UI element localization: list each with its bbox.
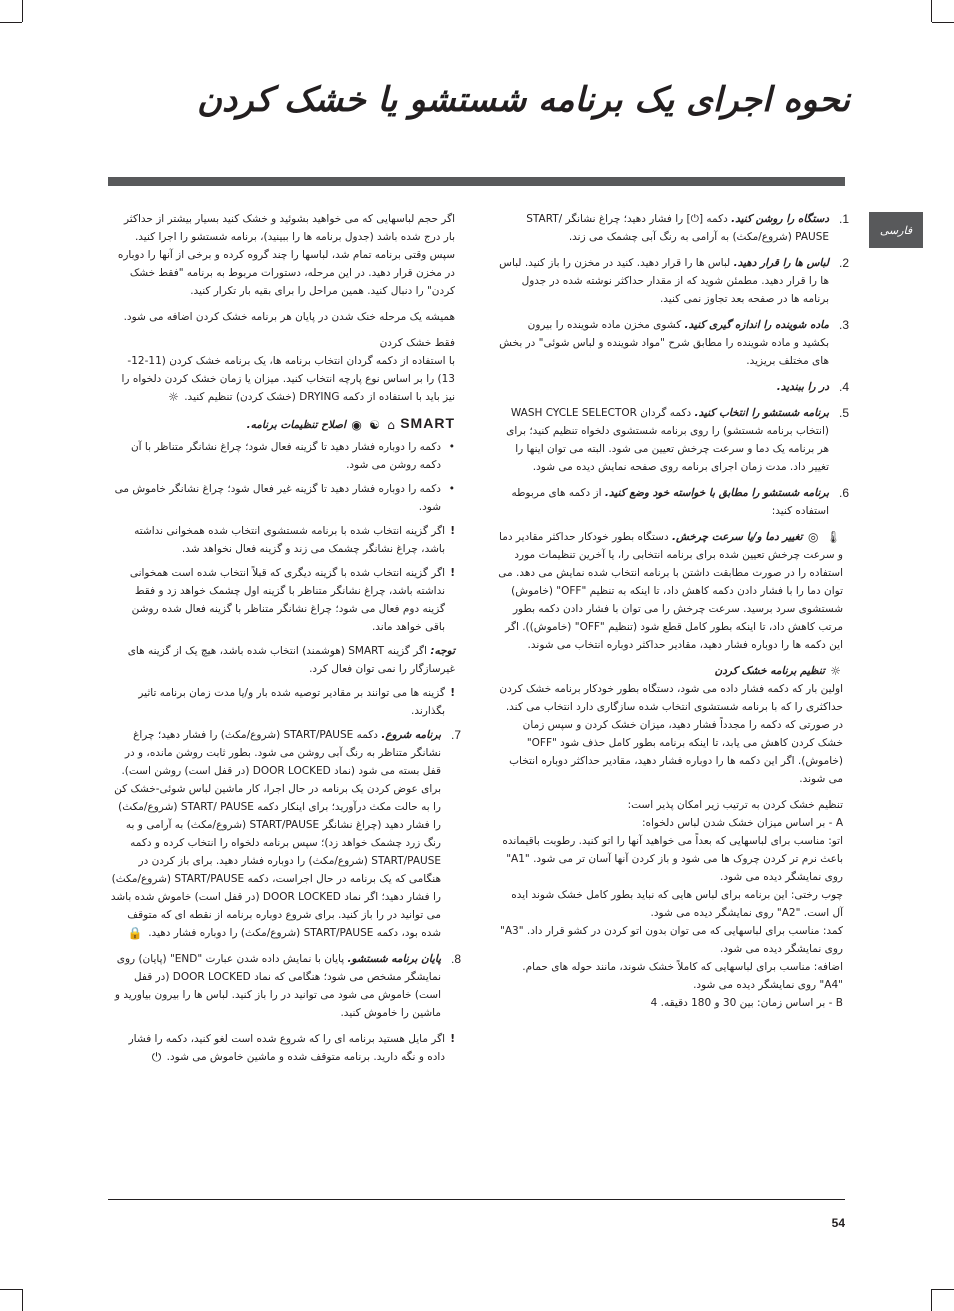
step-3 bbox=[498, 316, 849, 370]
note-text: اگر گزینه SMART (هوشمند) انتخاب شده باشد، هیچ یک از گزینه های غیرسازگار را نمی توان فعال کرد. bbox=[127, 645, 455, 675]
right-column bbox=[498, 210, 849, 1012]
option-iron: اتو: مناسب برای لباسهایی که بعداً می خواهید آنها را اتو کنید. رطوبت باقیمانده باعث نرم تر کردن چروک ها می شود و باز کردن آنها آسان تر می شود. "A1" روی نمایشگر دیده می شود. bbox=[502, 835, 843, 883]
warning-note: ! اگر گزینه انتخاب شده با گزینه دیگری که قبلاً انتخاب شده است همخوانی نداشته باشد، چراغ نشانگر متناظر با گزینه اول چشمک خواهد زد و فقط گزینه دوم فعال می شود؛ چراغ نشانگر متناظر با گزینه فعال شده روشن باقی خواهد ماند. bbox=[110, 564, 455, 636]
step-lead: برنامه شستشو را انتخاب کنید. bbox=[694, 407, 829, 419]
page-number: 54 bbox=[831, 1216, 845, 1230]
warning-note: ! اگر گزینه انتخاب شده با برنامه شستشوی انتخاب شده همخوانی نداشته باشد، چراغ نشانگر چشمک می زند و گزینه فعال نخواهد شد. bbox=[110, 522, 455, 558]
step-lead: در را ببندید. bbox=[776, 381, 829, 393]
crop-mark bbox=[0, 1289, 22, 1290]
option-cupboard: کمد: مناسب برای لباسهایی که می توان بدون اتو کردن در کشو قرار داد. "A3" روی نمایشگر دیده می شود. bbox=[499, 925, 843, 955]
crop-mark bbox=[931, 1289, 932, 1311]
step-number: 7. bbox=[450, 728, 461, 742]
temp-spin-lead: تغییر دما و/یا سرعت چرخش. bbox=[672, 531, 803, 543]
page-title: نحوه اجرای یک برنامه شستشو یا خشک کردن bbox=[197, 80, 850, 120]
drying-section bbox=[498, 662, 843, 788]
dry-only-text: با استفاده از دکمه گردان انتخاب برنامه ها، یک برنامه خشک کردن (11-12-13) را بر اساس نوع پارچه انتخاب کنید. میزان یا زمان خشک کردن دلخواه را نیز باید با استفاده از دکمه DRYING (خشک کردن) تنظیم کنید. bbox=[121, 355, 455, 403]
option-icon: ☯ bbox=[369, 418, 380, 432]
left-column bbox=[110, 210, 461, 1072]
step-number: 3. bbox=[838, 318, 849, 332]
step-lead: دستگاه را روشن کنید. bbox=[731, 213, 829, 225]
step-text: از دکمه های مربوطه استفاده کنید: bbox=[511, 487, 829, 517]
crop-mark bbox=[22, 0, 23, 22]
step-4 bbox=[498, 378, 849, 396]
drying-text: اولین بار که دکمه فشار داده می شود، دستگاه بطور خودکار برنامه خشک کردن حداکثری را که با برنامه شستشوی انتخاب شده سازگاری دارد انتخاب می کند. در صورتی که دکمه را مجدداً فشار دهید، میزان خشک کردن و سپس زمان خشک کردن کاهش می یابد، تا اینکه برنامه بطور کامل حذف شود "OFF" (خاموش). اگر این دکمه ها را دوباره فشار دهید، مقادیر حداکثر دوباره انتخاب می شوند. bbox=[499, 683, 843, 785]
option-bullet: • دکمه را دوباره فشار دهید تا گزینه فعال شود؛ چراغ نشانگر متناظر با آن دکمه روشن می شود. bbox=[110, 438, 455, 474]
step-6 bbox=[498, 484, 849, 520]
power-button-icon: ⏻ bbox=[151, 1050, 162, 1064]
step-text: کشوی مخزن ماده شوینده را بیرون بکشید و ماده شوینده را مطابق شرح "مواد شوینده و لباس شوئی" در بخش های مختلف بریزید. bbox=[499, 319, 829, 367]
step-text: پایان با نمایش داده شدن عبارت "END" (پایان) روی نمایشگر مشخص می شود؛ هنگامی که نماد DOOR LOCKED (در قفل است) خاموش می شود می توانید در را باز کنید. لباس ها را بیرون بیاورید و ماشین را خاموش کنید. bbox=[114, 953, 441, 1019]
step-lead: ماده شوینده را اندازه گیری کنید. bbox=[684, 319, 829, 331]
step-8 bbox=[110, 950, 461, 1022]
cancel-warning-text: اگر مایل هستید برنامه ای را که شروع شده است لغو کنید، دکمه را فشار داده و نگه دارید. برنامه متوقف شده و ماشین خاموش می شود. bbox=[128, 1033, 445, 1063]
intro-paragraph: اگر حجم لباسهایی که می خواهید بشوئید و خشک کنید بسیار بیشتر از حداکثر بار درج شده باشد (جدول برنامه ها را ببینید)، برنامه شستشو را اجرا کنید. سپس وقتی برنامه تمام شد، لباسها را چند گروه کرده و برخی از آنها را دوباره در مخزن قرار دهید. در این مرحله، دستورات مربوط به برنامه "فقط خشک کردن" را دنبال کنید. همین مراحل را برای بقیه بار تکرار کنید. bbox=[117, 213, 455, 297]
step-lead: پایان برنامه شستشو. bbox=[347, 953, 441, 965]
option-b: B - بر اساس زمان: بین 30 و 180 دقیقه. 4 bbox=[650, 997, 843, 1009]
temp-spin-section bbox=[498, 528, 843, 654]
step-2 bbox=[498, 254, 849, 308]
cooling-paragraph: همیشه یک مرحله خنک شدن در پایان هر برنامه خشک کردن اضافه می شود. bbox=[123, 311, 455, 323]
note-lead: توجه: bbox=[430, 645, 455, 657]
option-a: A - بر اساس میزان خشک شدن لباس دلخواه: bbox=[641, 817, 843, 829]
step-5 bbox=[498, 404, 849, 476]
option-icon: ⌂ bbox=[387, 418, 395, 432]
step-1 bbox=[498, 210, 849, 246]
title-divider bbox=[108, 177, 845, 186]
step-number: 4. bbox=[838, 380, 849, 394]
option-bullet: • دکمه را دوباره فشار دهید تا گزینه غیر فعال شود؛ چراغ نشانگر خاموش می شود. bbox=[110, 480, 455, 516]
language-tab: فارسی bbox=[869, 212, 923, 248]
crop-mark bbox=[931, 0, 932, 22]
step-7 bbox=[110, 726, 461, 942]
drying-options bbox=[498, 796, 843, 1012]
step-text: دکمه [⏻] را فشار دهید؛ چراغ نشانگر START/ PAUSE (شروع/مکث) به آرامی به رنگ آبی چشمک می زند. bbox=[526, 213, 829, 243]
step-lead: برنامه شستشو را مطابق با خواسته خود وضع کنید. bbox=[604, 487, 829, 499]
temp-spin-text: دستگاه بطور خودکار حداکثر مقادیر دما و سرعت چرخش تعیین شده برای برنامه انتخابی را، یا آخرین تنظیمات مورد استفاده را در صورت مطابقت داشتن با برنامه انتخاب شده نمایش می دهد. می توان دما را با فشار دادن دکمه کاهش داد، تا اینکه به تنظیم "OFF" (خاموش) شستشوی سرد برسید. سرعت چرخش را می توان با فشار دادن دکمه بطور مرتب کاهش داد، تا اینکه بطور کامل قطع شود (تنظیم "OFF" (خاموش)). اگر این دکمه ها را دوباره فشار دهید، مقادیر حداکثر دوباره انتخاب می شوند. bbox=[498, 531, 843, 651]
option-extra: اضافه: مناسب برای لباسهایی که کاملاً خشک شوند، مانند حوله های حمام. "A4" روی نمایشگر دیده می شود. bbox=[522, 961, 843, 991]
crop-mark bbox=[932, 22, 954, 23]
step-text: لباس ها را قرار دهید. کنید در مخزن را باز کنید. لباس ها را قرار دهید. مطمئن شوید که از مقدار حداکثر نوشته شده در جدول برنامه ها در صفحه بعد تجاوز نمی کنید. bbox=[499, 257, 829, 305]
warning-note: ! گزینه ها می توانند بر مقادیر توصیه شده بار و/یا مدت زمان برنامه تاثیر بگذارند. bbox=[110, 684, 455, 720]
step-text: دکمه START/PAUSE (شروع/مکث) را فشار دهید؛ چراغ نشانگر متناظر به رنگ آبی روشن می شود. بطور ثابت روشن مانده، و در قفل بسته می شود (نماد DOOR LOCKED (در قفل است) روشن است). برای عوض کردن یک برنامه در حال اجرا، کار ماشین لباس شوئی-خشک کن را به حالت مکث درآورید؛ برای اینکار دکمه START/ PAUSE (شروع/مکث) را فشار دهید (چراغ نشانگر START/PAUSE (شروع/مکث) به آرامی و به رنگ زرد چشمک خواهد زد)؛ سپس برنامه دلخواه را انتخاب کرده و دکمه START/PAUSE (شروع/مکث) را دوباره فشار دهید. برای باز کردن در هنگامی که یک برنامه در حال اجراست، دکمه START/PAUSE (شروع/مکث) را فشار دهید؛ اگر نماد DOOR LOCKED (در قفل است) خاموش شده باشد می توانید در را باز کنید. برای شروع دوباره برنامه از نقطه ای که متوقف شده بود، دکمه START/PAUSE (شروع/مکث) را دوباره فشار دهید. bbox=[110, 729, 441, 939]
options-heading: اصلاح تنظیمات برنامه. bbox=[246, 419, 346, 431]
footer-divider bbox=[108, 1199, 845, 1200]
drying-icon: ☼ bbox=[168, 390, 179, 404]
option-icon: ◉ bbox=[351, 418, 362, 432]
option-hang: چوب رختی: این برنامه برای لباس هایی که نباید بطور کامل خشک شوند ایده آل است. "A2" روی نمایشگر دیده می شود. bbox=[511, 889, 843, 919]
spin-icon: ◎ bbox=[807, 530, 819, 544]
options-heading-row bbox=[110, 414, 455, 434]
step-number: 8. bbox=[450, 952, 461, 966]
step-lead: برنامه شروع. bbox=[381, 729, 441, 741]
drying-icon: ☼ bbox=[830, 664, 841, 678]
cancel-warning bbox=[110, 1030, 455, 1066]
smart-icon: SMART bbox=[400, 415, 455, 431]
step-lead: لباس ها را قرار دهید. bbox=[733, 257, 829, 269]
dry-only-heading: فقط خشک کردن bbox=[379, 337, 455, 349]
temperature-icon: 🌡 bbox=[825, 530, 841, 544]
step-number: 6. bbox=[838, 486, 849, 500]
crop-mark bbox=[932, 1289, 954, 1290]
crop-mark bbox=[0, 22, 22, 23]
dry-only-section bbox=[110, 334, 455, 406]
step-number: 2. bbox=[838, 256, 849, 270]
crop-mark bbox=[22, 1289, 23, 1311]
drying-options-intro: تنظیم خشک کردن به ترتیب زیر امکان پذیر است: bbox=[627, 799, 843, 811]
step-number: 1. bbox=[838, 212, 849, 226]
step-number: 5. bbox=[838, 406, 849, 420]
step-text: دکمه گردان WASH CYCLE SELECTOR (انتخاب برنامه شستشو) را روی برنامه شستشوی دلخواه تنظیم کنید؛ برای هر برنامه یک دما و سرعت چرخش تعیین می شود. البته می توان اینها را تغییر داد. مدت زمان اجرای برنامه روی صفحه نمایش دیده می شود. bbox=[506, 407, 829, 473]
drying-heading: تنظیم برنامه خشک کردن bbox=[714, 665, 825, 677]
padlock-icon: 🔒 bbox=[127, 926, 143, 940]
smart-note bbox=[110, 642, 455, 678]
